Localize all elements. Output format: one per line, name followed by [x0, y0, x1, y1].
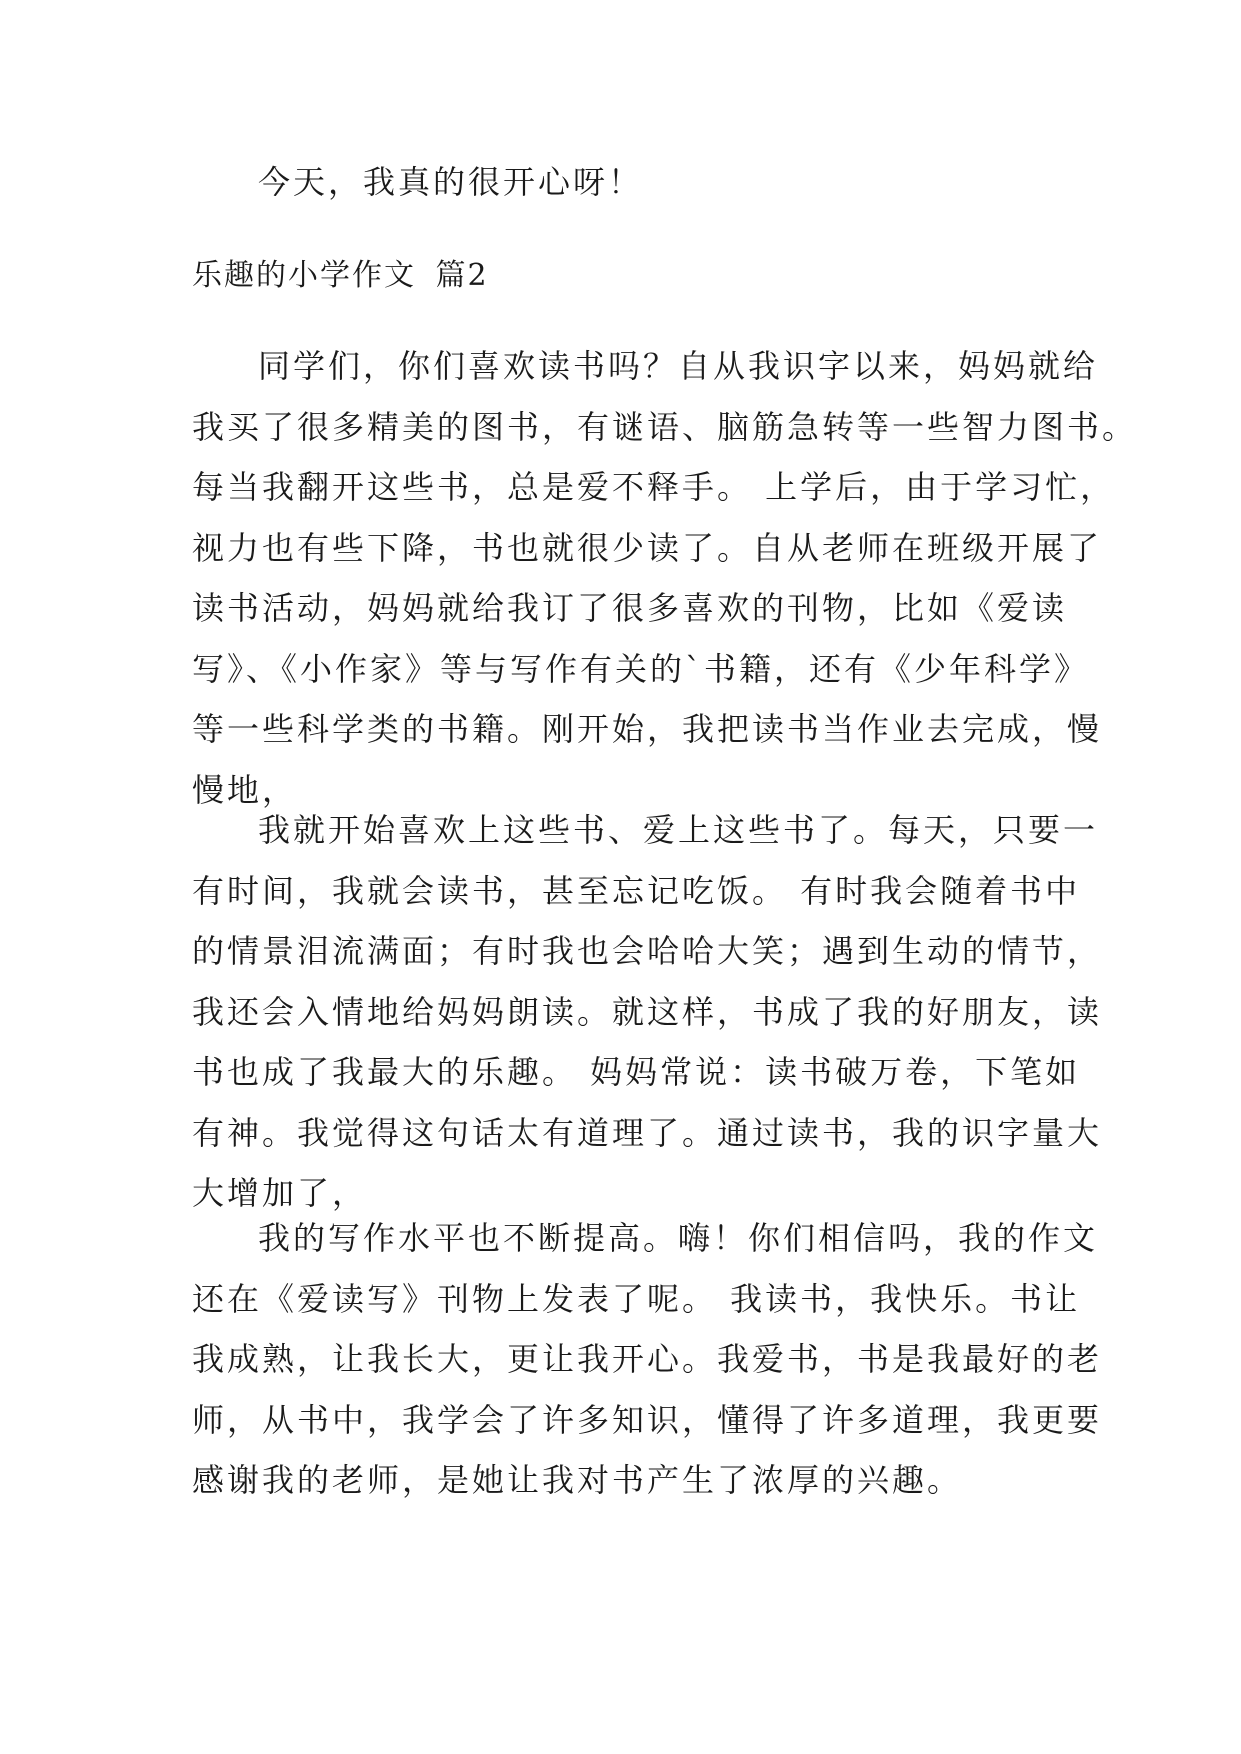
section-heading: [192, 246, 1062, 307]
text-line: 我就开始喜欢上这些书、爱上这些书了。每天，只要一: [258, 811, 1099, 849]
text-line: 写》、《小作家》等与写作有关的`书籍，还有《少年科学》: [192, 649, 1090, 688]
text-line: 同学们，你们喜欢读书吗？自从我识字以来，妈妈就给: [258, 347, 1099, 385]
text-line: 书也成了我最大的乐趣。 妈妈常说：读书破万卷，下笔如: [192, 1053, 1081, 1091]
text-line: 感谢我的老师，是她让我对书产生了浓厚的兴趣。: [192, 1461, 963, 1499]
paragraph-2: [192, 800, 1103, 1224]
text-line: 我还会入情地给妈妈朗读。就这样，书成了我的好朋友，读: [192, 992, 1103, 1031]
text-line: 师，从书中，我学会了许多知识，懂得了许多道理，我更要: [192, 1400, 1103, 1439]
text-line: 我买了很多精美的图书，有谜语、脑筋急转等一些智力图书。: [192, 407, 1138, 446]
text-line: 等一些科学类的书籍。刚开始，我把读书当作业去完成，慢: [192, 710, 1103, 748]
text-line: 有神。我觉得这句话太有道理了。通过读书，我的识字量大: [192, 1113, 1103, 1152]
text-line: 读书活动，妈妈就给我订了很多喜欢的刊物，比如《爱读: [192, 589, 1068, 627]
paragraph-3: [192, 1208, 1103, 1511]
text-line: 视力也有些下降，书也就很少读了。自从老师在班级开展了: [192, 528, 1103, 567]
paragraph-1: [192, 336, 1138, 820]
heading-text: 乐趣的小学作文 篇2: [192, 258, 489, 293]
text-line: 每当我翻开这些书，总是爱不释手。 上学后，由于学习忙，: [192, 468, 1116, 506]
text-line: 我的写作水平也不断提高。嗨！你们相信吗，我的作文: [258, 1219, 1099, 1257]
text-line: 的情景泪流满面；有时我也会哈哈大笑；遇到生动的情节，: [192, 932, 1103, 970]
closing-line: 今天，我真的很开心呀！: [258, 163, 644, 201]
text-line: 有时间，我就会读书，甚至忘记吃饭。 有时我会随着书中: [192, 871, 1081, 910]
text-line: 还在《爱读写》刊物上发表了呢。 我读书，我快乐。书让: [192, 1279, 1081, 1318]
text-line: 我成熟，让我长大，更让我开心。我爱书，书是我最好的老: [192, 1340, 1103, 1378]
text-line: 大增加了，: [192, 1174, 368, 1212]
closing-paragraph: [192, 152, 1062, 213]
text-line: 慢地，: [192, 770, 298, 809]
